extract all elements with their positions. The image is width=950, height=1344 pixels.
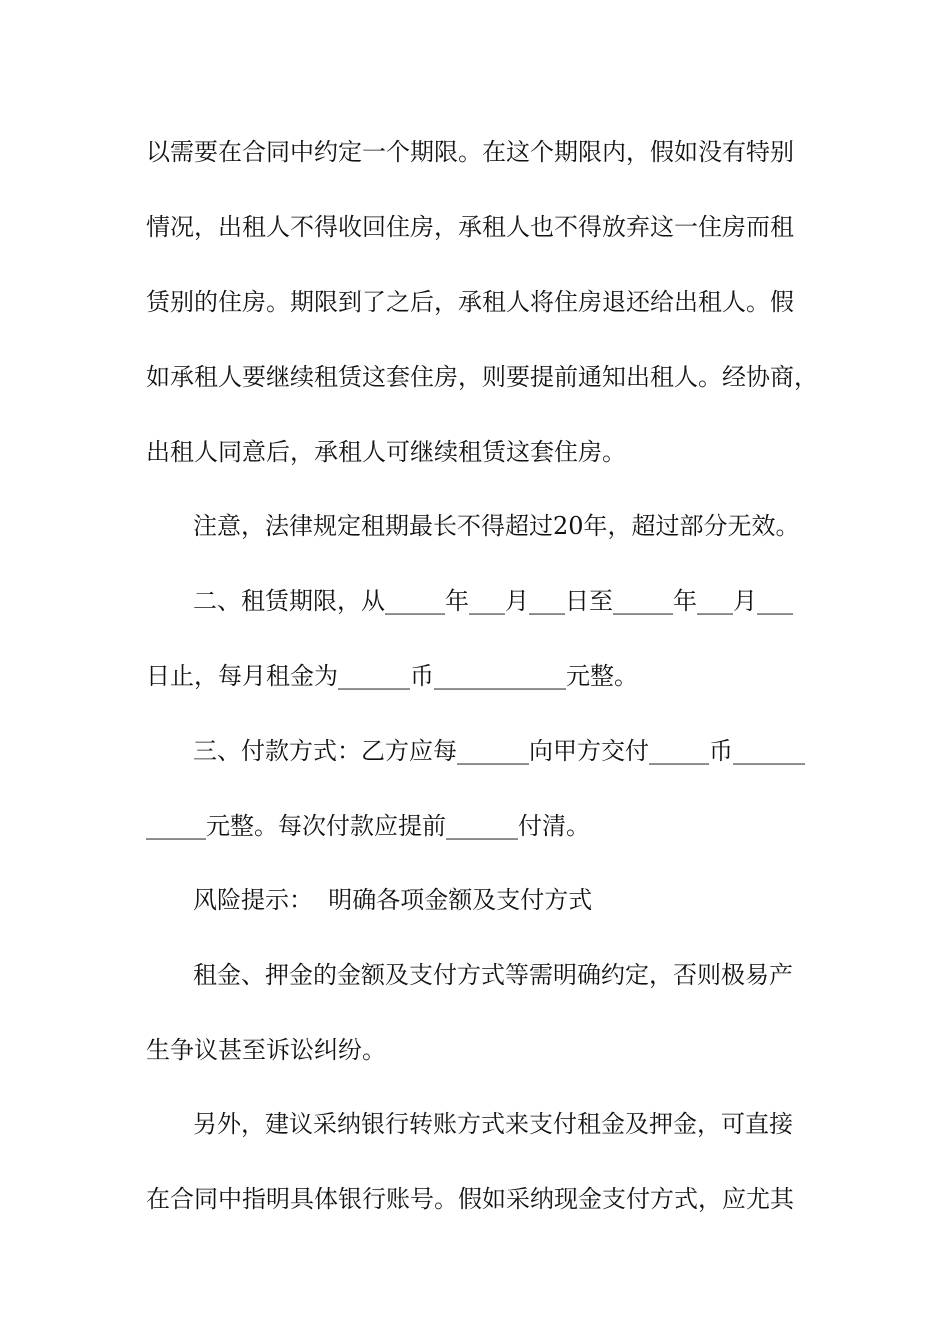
clause-lease-term: 二、租赁期限，从_____年___月___日至_____年___月___ [193,587,793,615]
body-text-line: 赁别的住房。期限到了之后，承租人将住房退还给出租人。假 [146,288,794,316]
body-text-line: _____元整。每次付款应提前______付清。 [146,812,590,840]
body-text-line: 出租人同意后，承租人可继续租赁这套住房。 [146,438,626,466]
body-text-line: 以需要在合同中约定一个期限。在这个期限内，假如没有特别 [146,138,794,166]
note-paragraph: 注意，法律规定租期最长不得超过20年，超过部分无效。 [193,512,800,540]
body-text-line: 如承租人要继续租赁这套住房，则要提前通知出租人。经协商， [146,363,818,391]
body-text-line: 日止，每月租金为______币___________元整。 [146,662,638,690]
bank-transfer-paragraph: 另外，建议采纳银行转账方式来支付租金及押金，可直接 [193,1110,793,1138]
body-text-line: 情况，出租人不得收回住房，承租人也不得放弃这一住房而租 [146,213,794,241]
risk-tip-heading: 风险提示： 明确各项金额及支付方式 [193,886,593,914]
body-text-line: 生争议甚至诉讼纠纷。 [146,1036,386,1064]
clause-payment-method: 三、付款方式：乙方应每______向甲方交付_____币______ [193,737,805,765]
body-text-line: 在合同中指明具体银行账号。假如采纳现金支付方式，应尤其 [146,1185,794,1213]
risk-tip-paragraph: 租金、押金的金额及支付方式等需明确约定，否则极易产 [193,961,793,989]
